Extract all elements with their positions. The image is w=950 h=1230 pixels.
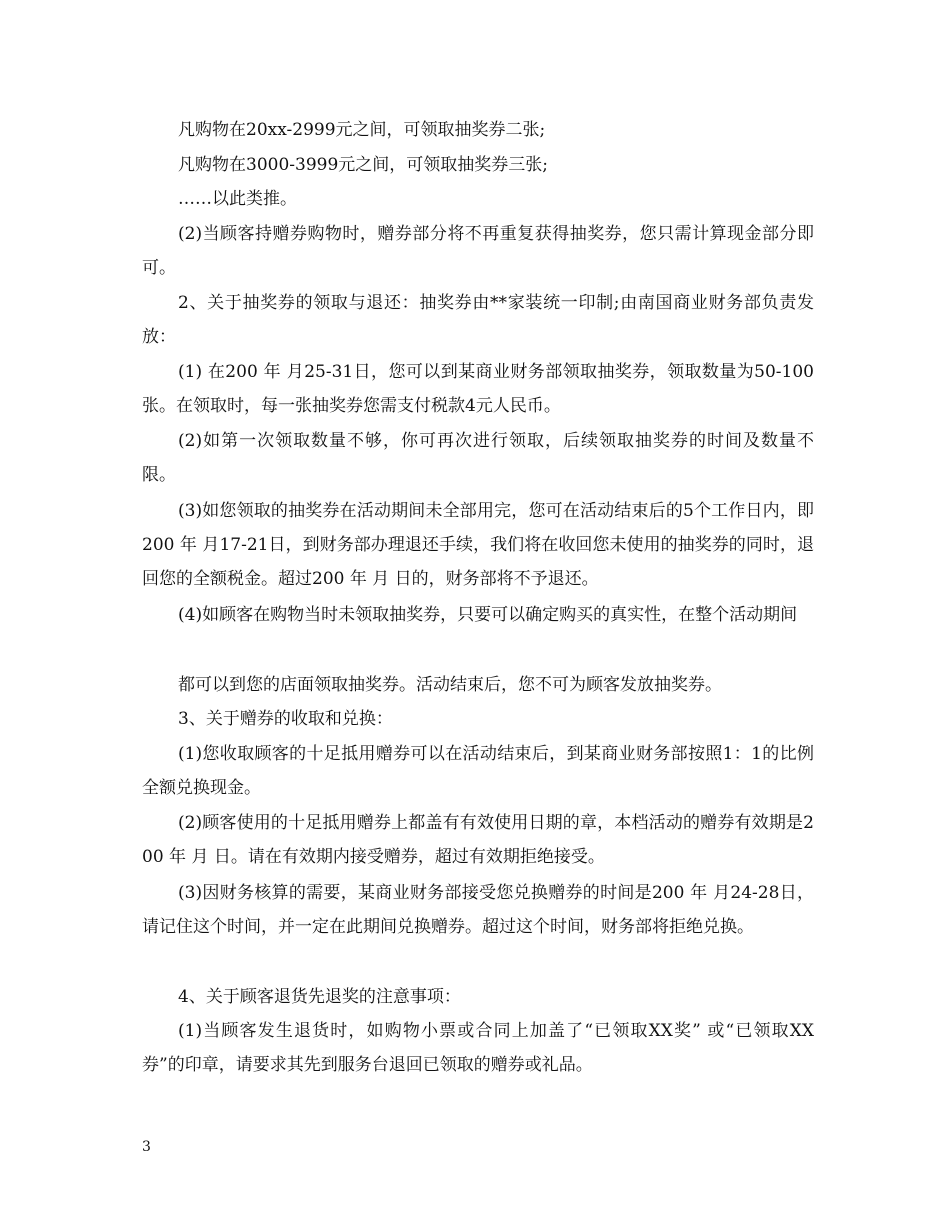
paragraph: (2)当顾客持赠券购物时，赠券部分将不再重复获得抽奖券，您只需计算现金部分即可。 xyxy=(142,224,814,278)
paragraph: 凡购物在3000-3999元之间，可领取抽奖券三张; xyxy=(178,155,548,175)
paragraph: (1)您收取顾客的十足抵用赠券可以在活动结束后，到某商业财务部按照1：1的比例全额兑换现金。 xyxy=(142,744,814,798)
paragraph: 凡购物在20xx-2999元之间，可领取抽奖券二张; xyxy=(178,120,546,140)
section-heading-3: 3、关于赠券的收取和兑换： xyxy=(178,709,393,729)
section-heading-2: 2、关于抽奖券的领取与退还：抽奖券由**家装统一印制;由南国商业财务部负责发放： xyxy=(142,293,814,347)
paragraph: (4)如顾客在购物当时未领取抽奖券，只要可以确定购买的真实性，在整个活动期间 xyxy=(178,605,798,625)
page-number: 3 xyxy=(142,1139,151,1155)
paragraph: 都可以到您的店面领取抽奖券。活动结束后，您不可为顾客发放抽奖券。 xyxy=(178,675,722,695)
paragraph: (1)当顾客发生退货时，如购物小票或合同上加盖了“已领取XX奖” 或“已领取XX券”的印章，请要求其先到服务台退回已领取的赠券或礼品。 xyxy=(142,1021,814,1075)
section-heading-4: 4、关于顾客退货先退奖的注意事项： xyxy=(178,987,461,1007)
paragraph: (3)如您领取的抽奖券在活动期间未全部用完，您可在活动结束后的5个工作日内，即200 年 月17-21日，到财务部办理退还手续，我们将在收回您未使用的抽奖券的同时，退回您的全额税金。超过200 年 月 日的，财务部将不予退还。 xyxy=(142,501,814,589)
paragraph: (1) 在200 年 月25-31日，您可以到某商业财务部领取抽奖券，领取数量为50-100张。在领取时，每一张抽奖券您需支付税款4元人民币。 xyxy=(142,362,814,416)
paragraph: (3)因财务核算的需要，某商业财务部接受您兑换赠券的时间是200 年 月24-28日，请记住这个时间，并一定在此期间兑换赠券。超过这个时间，财务部将拒绝兑换。 xyxy=(142,883,814,937)
paragraph: (2)顾客使用的十足抵用赠券上都盖有有效使用日期的章，本档活动的赠券有效期是200 年 月 日。请在有效期内接受赠券，超过有效期拒绝接受。 xyxy=(142,813,814,867)
paragraph: ……以此类推。 xyxy=(178,189,297,209)
paragraph: (2)如第一次领取数量不够，你可再次进行领取，后续领取抽奖券的时间及数量不限。 xyxy=(142,431,814,485)
